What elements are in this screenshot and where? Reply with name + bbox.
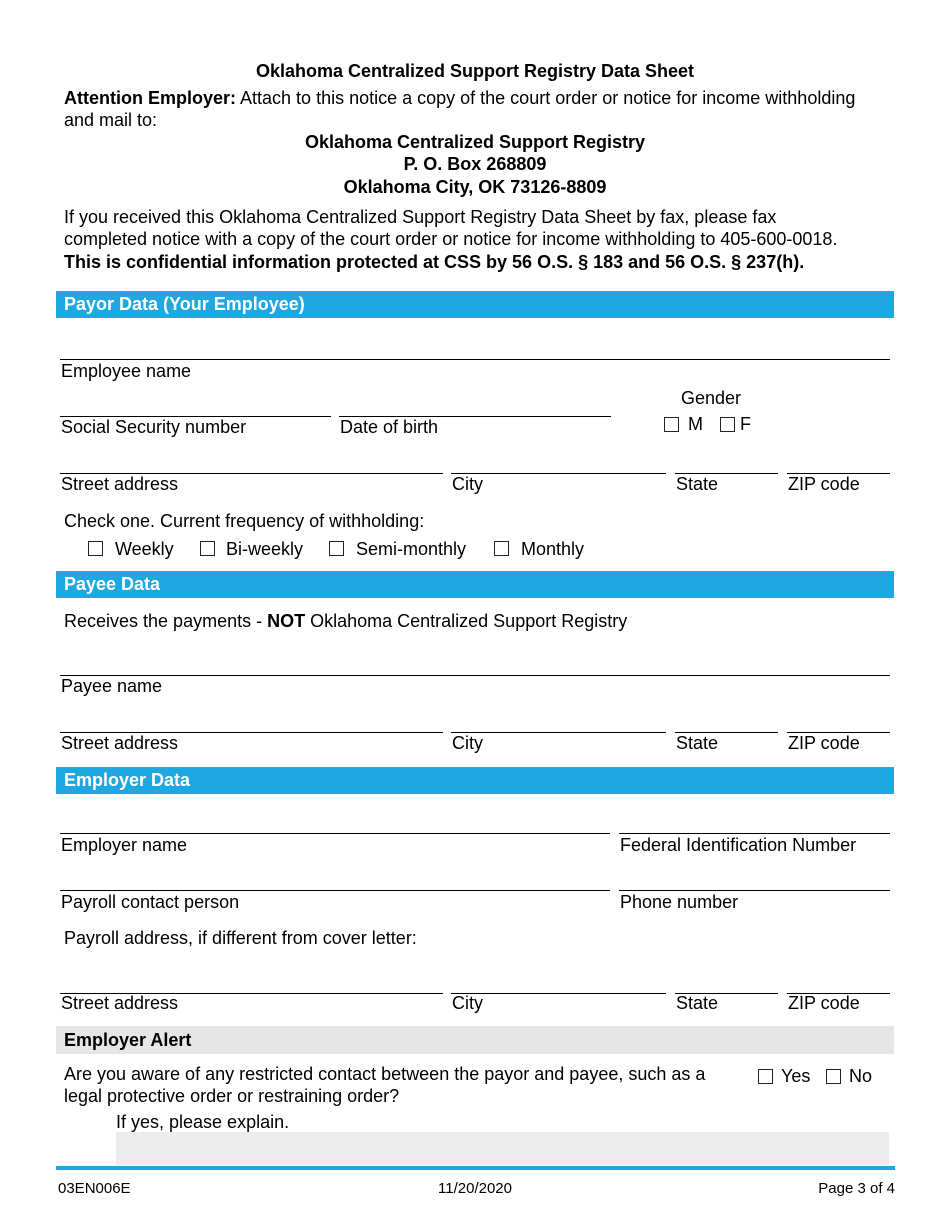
employer-city-line	[451, 993, 666, 994]
dob-label: Date of birth	[340, 417, 439, 437]
payee-street-label: Street address	[61, 733, 179, 753]
payor-city-label: City	[452, 474, 483, 494]
fein-field[interactable]	[619, 814, 890, 834]
gender-m-label: M	[688, 414, 703, 434]
payee-note-pre: Receives the payments -	[64, 611, 268, 631]
payor-city-line	[451, 473, 666, 474]
footer-rule	[56, 1166, 895, 1170]
payee-city-field[interactable]	[451, 713, 666, 733]
employer-city-label: City	[452, 993, 483, 1013]
employer-street-field[interactable]	[60, 974, 443, 994]
payee-note-not: NOT	[267, 611, 306, 631]
employer-zip-field[interactable]	[787, 974, 890, 994]
employer-section-title: Employer Data	[64, 770, 191, 790]
alert-section-bar	[56, 1026, 894, 1054]
gender-m-checkbox[interactable]	[664, 417, 679, 432]
payee-city-line	[451, 732, 666, 733]
freq-semimonthly-checkbox[interactable]	[329, 541, 344, 556]
payee-zip-field[interactable]	[787, 713, 890, 733]
attention-line-1	[64, 87, 855, 109]
payee-name-label: Payee name	[61, 676, 163, 696]
payee-note-post: Oklahoma Centralized Support Registry	[305, 611, 628, 631]
employer-state-field[interactable]	[675, 974, 778, 994]
gender-label: Gender	[681, 388, 742, 408]
payor-city-field[interactable]	[451, 454, 666, 474]
alert-yes-checkbox[interactable]	[758, 1069, 773, 1084]
payee-state-field[interactable]	[675, 713, 778, 733]
employer-section-bar	[56, 767, 894, 794]
payee-section-bar	[56, 571, 894, 598]
payee-city-label: City	[452, 733, 483, 753]
frequency-prompt: Check one. Current frequency of withholding:	[64, 511, 425, 531]
address-city: Oklahoma City, OK 73126-8809	[343, 177, 607, 197]
payor-state-label: State	[676, 474, 719, 494]
alert-no-checkbox[interactable]	[826, 1069, 841, 1084]
employee-name-field[interactable]	[60, 340, 890, 360]
freq-monthly-label: Monthly	[521, 539, 585, 559]
ssn-label: Social Security number	[61, 417, 247, 437]
payor-state-field[interactable]	[675, 454, 778, 474]
address-name: Oklahoma Centralized Support Registry	[304, 132, 646, 152]
phone-label: Phone number	[620, 892, 739, 912]
employer-zip-label: ZIP code	[788, 993, 860, 1013]
dob-field[interactable]	[339, 397, 611, 417]
alert-question-2: legal protective order or restraining order?	[64, 1086, 400, 1106]
alert-yes-label: Yes	[781, 1066, 811, 1086]
address-box: P. O. Box 268809	[403, 154, 547, 174]
payroll-address-prompt: Payroll address, if different from cover letter:	[64, 928, 417, 948]
alert-question-1: Are you aware of any restricted contact between the payor and payee, such as a	[64, 1064, 706, 1084]
payor-zip-field[interactable]	[787, 454, 890, 474]
payee-name-field[interactable]	[60, 656, 890, 676]
payee-name-line	[60, 675, 890, 676]
employer-city-field[interactable]	[451, 974, 666, 994]
attention-text-1: Attach to this notice a copy of the court order or notice for income withholding	[236, 88, 856, 108]
payee-note	[64, 610, 627, 632]
fax-line-2: completed notice with a copy of the court order or notice for income withholding to 405-600-0018.	[64, 229, 838, 249]
payee-section-title: Payee Data	[64, 574, 161, 594]
gender-f-label: F	[740, 414, 751, 434]
freq-weekly-checkbox[interactable]	[88, 541, 103, 556]
form-date: 11/20/2020	[438, 1180, 512, 1197]
payroll-contact-field[interactable]	[60, 871, 610, 891]
payor-street-field[interactable]	[60, 454, 443, 474]
payor-zip-label: ZIP code	[788, 474, 860, 494]
payee-state-label: State	[676, 733, 719, 753]
form-title: Oklahoma Centralized Support Registry Data Sheet	[255, 61, 695, 81]
form-id: 03EN006E	[58, 1180, 131, 1197]
freq-biweekly-checkbox[interactable]	[200, 541, 215, 556]
payee-street-field[interactable]	[60, 713, 443, 733]
payor-section-bar	[56, 291, 894, 318]
attention-label: Attention Employer:	[64, 88, 237, 108]
ssn-field[interactable]	[60, 397, 331, 417]
employer-street-label: Street address	[61, 993, 179, 1013]
employer-name-label: Employer name	[61, 835, 188, 855]
freq-monthly-checkbox[interactable]	[494, 541, 509, 556]
employer-state-label: State	[676, 993, 719, 1013]
explain-label: If yes, please explain.	[116, 1112, 290, 1132]
payor-street-label: Street address	[61, 474, 179, 494]
employer-name-field[interactable]	[60, 814, 610, 834]
page-number: Page 3 of 4	[818, 1180, 895, 1197]
employee-name-label: Employee name	[61, 361, 192, 381]
gender-f-checkbox[interactable]	[720, 417, 735, 432]
alert-section-title: Employer Alert	[64, 1030, 192, 1050]
payroll-contact-label: Payroll contact person	[61, 892, 240, 912]
confidential-notice: This is confidential information protected at CSS by 56 O.S. § 183 and 56 O.S. § 237(h).	[64, 252, 805, 272]
phone-field[interactable]	[619, 871, 890, 891]
freq-semimonthly-label: Semi-monthly	[356, 539, 467, 559]
freq-biweekly-label: Bi-weekly	[226, 539, 304, 559]
payee-zip-label: ZIP code	[788, 733, 860, 753]
alert-no-label: No	[849, 1066, 873, 1086]
freq-weekly-label: Weekly	[115, 539, 174, 559]
attention-line-2: and mail to:	[64, 110, 158, 130]
fein-label: Federal Identification Number	[620, 835, 857, 855]
explain-input[interactable]	[116, 1132, 889, 1165]
fax-line-1: If you received this Oklahoma Centralized Support Registry Data Sheet by fax, please fax	[64, 207, 777, 227]
payor-section-title: Payor Data (Your Employee)	[64, 294, 305, 314]
